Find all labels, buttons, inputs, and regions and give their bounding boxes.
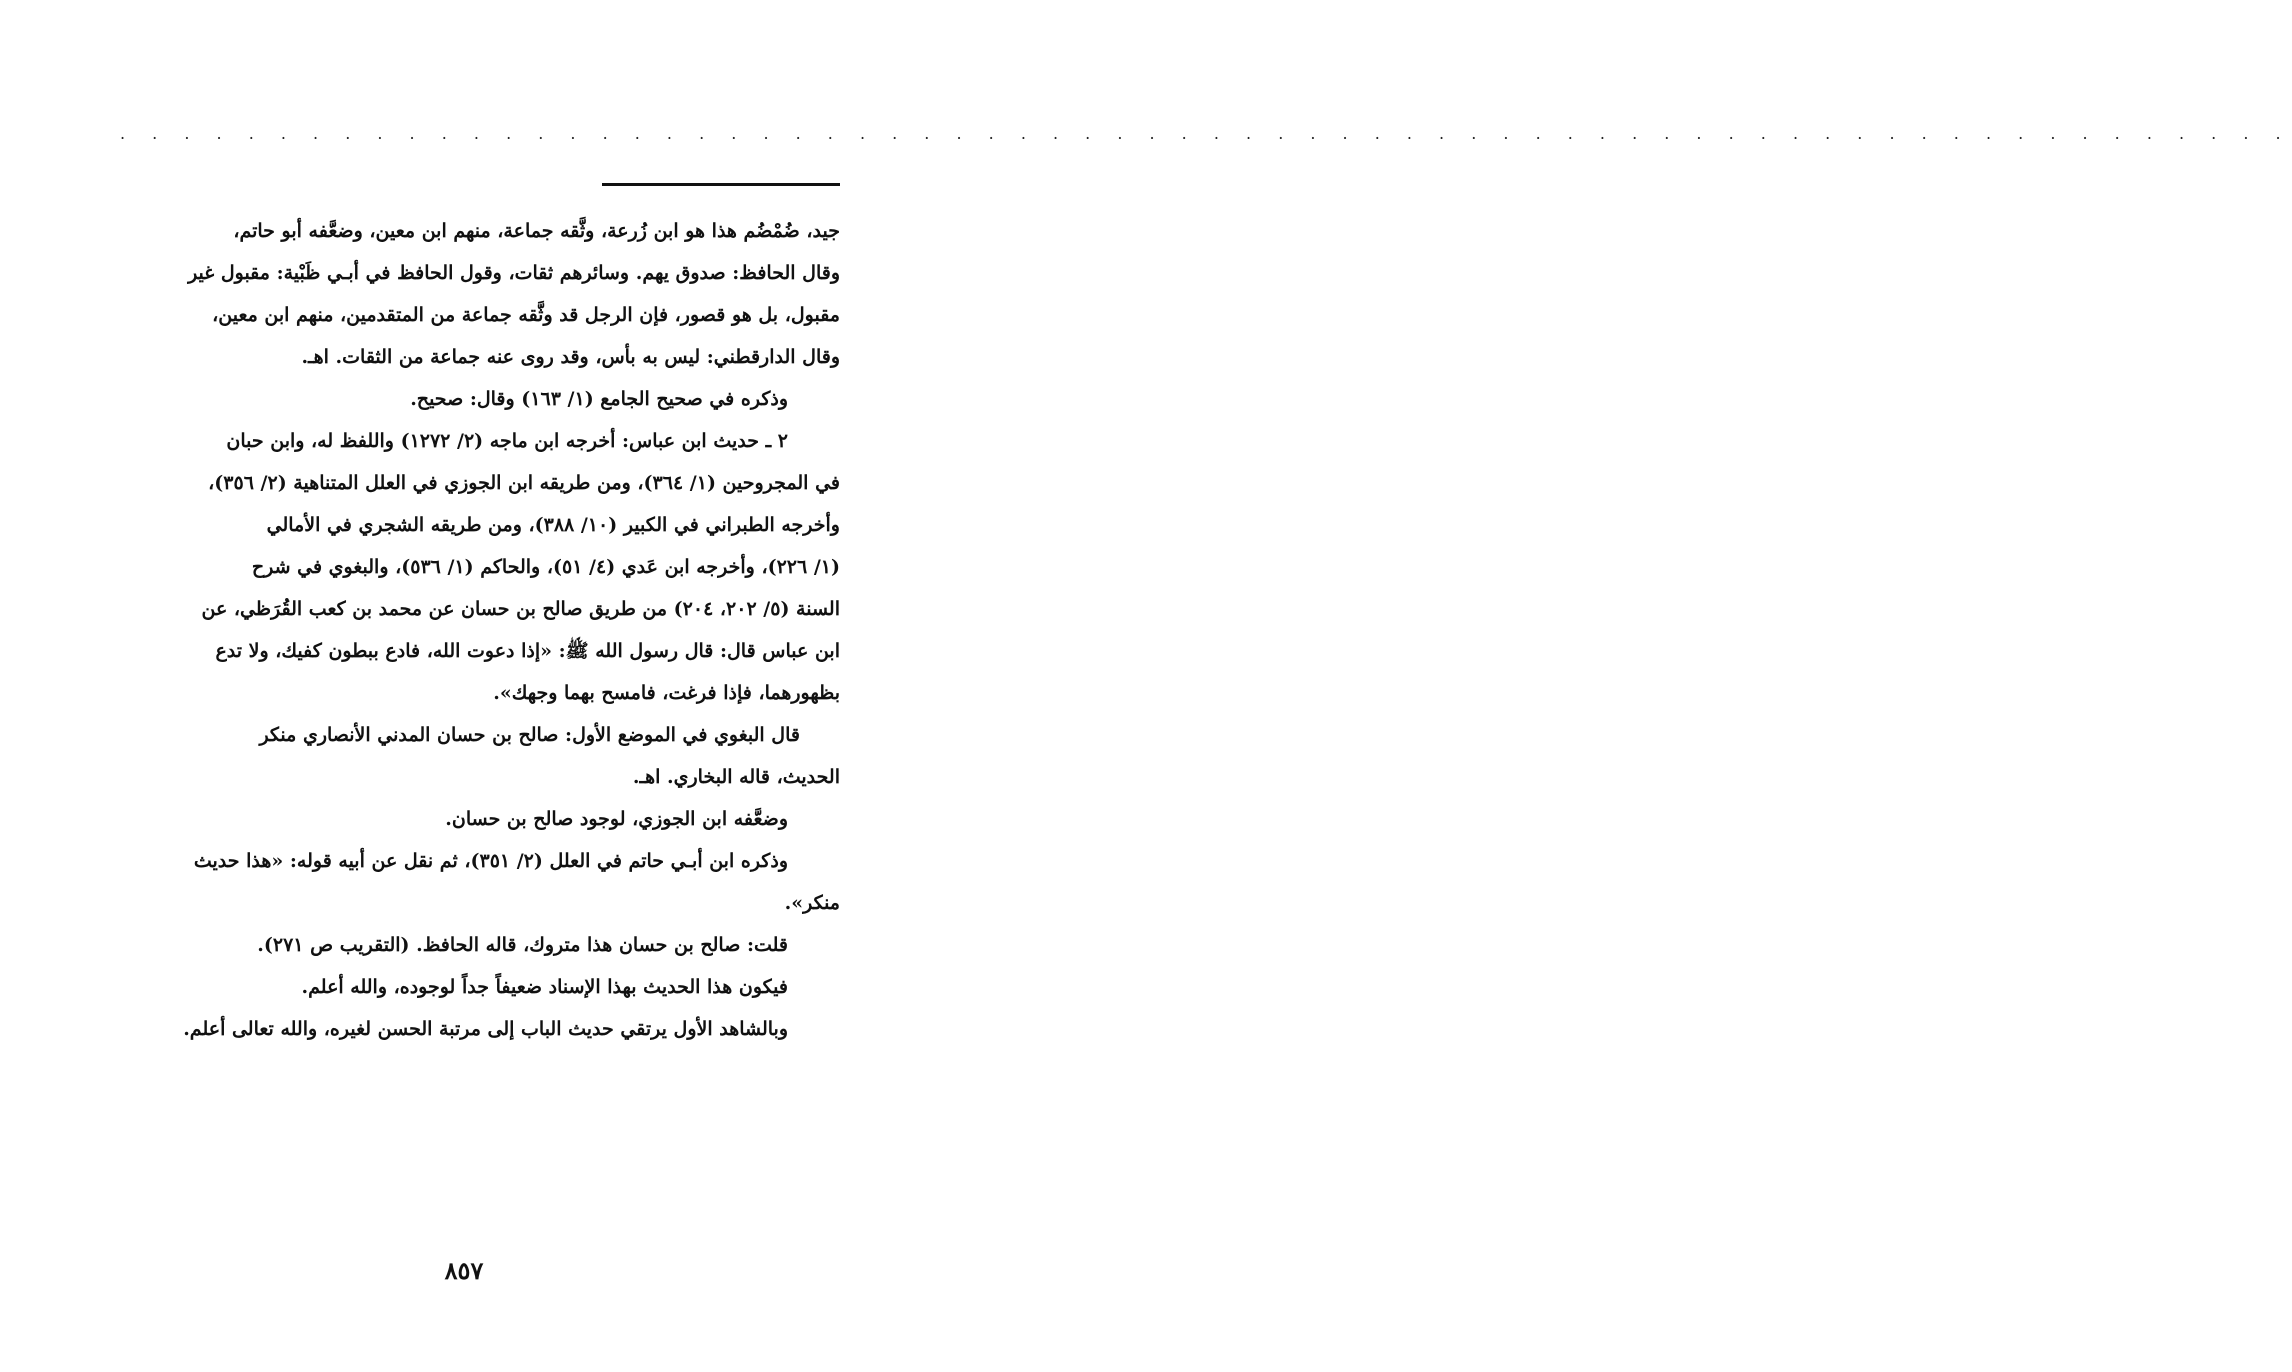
footnote-line: وقال الدارقطني: ليس به بأس، وقد روى عنه جماعة من الثقات. اهـ. [301,346,840,368]
paragraph-line: وضعَّفه ابن الجوزي، لوجود صالح بن حسان. [445,808,788,830]
paragraph-line: وذكره ابن أبـي حاتم في العلل (٢/ ٣٥١)، ثم نقل عن أبيه قوله: «هذا حديث [193,850,788,872]
footnote-rule [602,183,840,186]
paragraph-line: السنة (٥/ ٢٠٢، ٢٠٤) من طريق صالح بن حسان عن محمد بن كعب القُرَظي، عن [201,598,840,620]
paragraph-line: بظهورهما، فإذا فرغت، فامسح بهما وجهك». [493,682,840,704]
paragraph-line: في المجروحين (١/ ٣٦٤)، ومن طريقه ابن الجوزي في العلل المتناهية (٢/ ٣٥٦)، [208,472,840,494]
paragraph-line: قلت: صالح بن حسان هذا متروك، قاله الحافظ. (التقريب ص ٢٧١). [257,934,788,956]
paragraph-line: وذكره في صحيح الجامع (١/ ١٦٣) وقال: صحيح. [410,388,788,410]
page-number: ٨٥٧ [444,1256,484,1285]
paragraph-line: فيكون هذا الحديث بهذا الإسناد ضعيفاً جداً لوجوده، والله أعلم. [301,976,788,998]
dotted-separator: . . . . . . . . . . . . . . . . . . . . . . . . . . . . . . . . . . . . . . . . . . . . . . . . . . . . . . . . . . . . . . . . . . . . [120,124,2292,143]
page-text [112,210,840,1050]
paragraph-line: (١/ ٢٢٦)، وأخرجه ابن عَدي (٤/ ٥١)، والحاكم (١/ ٥٣٦)، والبغوي في شرح [251,556,840,578]
paragraph-line: وبالشاهد الأول يرتقي حديث الباب إلى مرتبة الحسن لغيره، والله تعالى أعلم. [183,1018,788,1040]
paragraph-line: وأخرجه الطبراني في الكبير (١٠/ ٣٨٨)، ومن طريقه الشجري في الأمالي [266,514,840,536]
paragraph-line: ابن عباس قال: قال رسول الله ﷺ: «إذا دعوت الله، فادع ببطون كفيك، ولا تدع [215,640,840,662]
footnote-line: مقبول، بل هو قصور، فإن الرجل قد وثَّقه جماعة من المتقدمين، منهم ابن معين، [212,304,840,326]
footnote-line: وقال الحافظ: صدوق يهم. وسائرهم ثقات، وقول الحافظ في أبـي ظَبْية: مقبول غير [188,262,840,284]
paragraph-line: الحديث، قاله البخاري. اهـ. [632,766,840,788]
footnote-line: جيد، ضُمْضُم هذا هو ابن زُرعة، وثَّقه جماعة، منهم ابن معين، وضعَّفه أبو حاتم، [233,220,840,242]
paragraph-line: ٢ ـ حديث ابن عباس: أخرجه ابن ماجه (٢/ ١٢٧٢) واللفظ له، وابن حبان [226,430,788,452]
paragraph-line: منكر». [784,892,840,914]
paragraph-line: قال البغوي في الموضع الأول: صالح بن حسان المدني الأنصاري منكر [259,724,800,746]
